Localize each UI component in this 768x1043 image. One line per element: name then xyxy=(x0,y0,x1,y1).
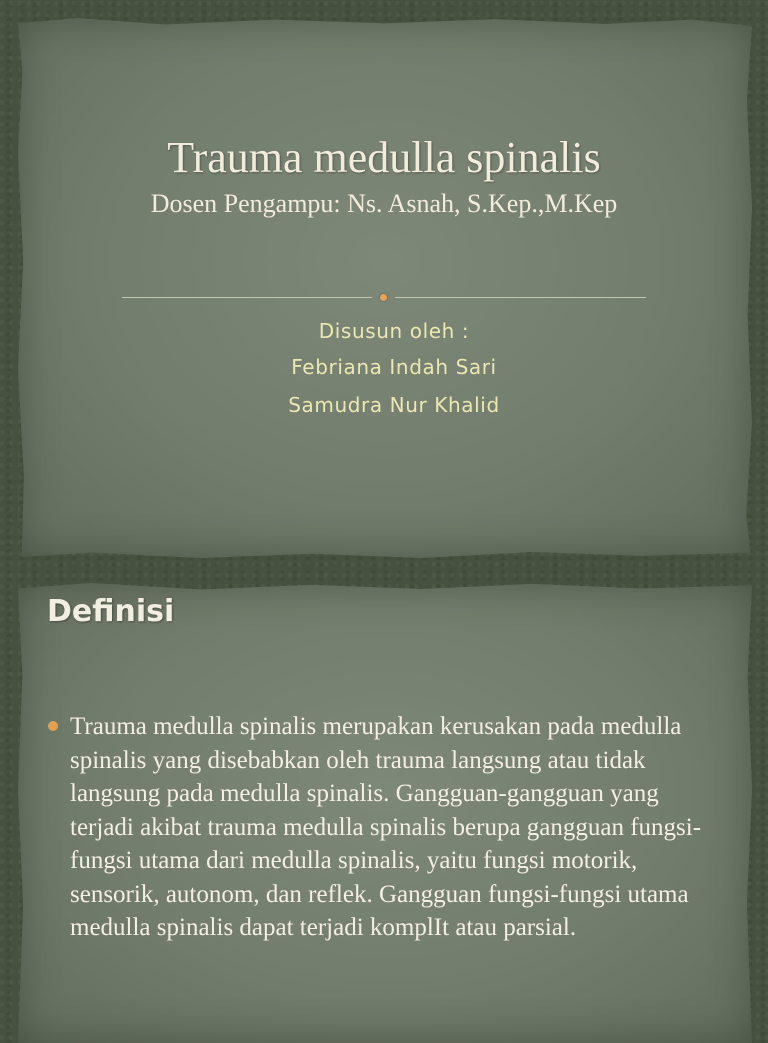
section-heading: Definisi xyxy=(47,594,175,629)
bullet-text: Trauma medulla spinalis merupakan kerusakan pada medulla spinalis yang disebabkan oleh trauma langsung atau tidak langsung pada medulla spinalis. Gangguan-gangguan yang terjadi akibat trauma medulla spinalis berupa gangguan fungsi-fungsi utama dari medulla spinalis, yaitu fungsi motorik, sensorik, autonom, dan reflek. Gangguan fungsi-fungsi utama medulla spinalis dapat terjadi komplIt atau parsial. xyxy=(70,713,702,941)
title-slide xyxy=(18,18,752,558)
authors-label: Disusun oleh : xyxy=(318,319,470,343)
title-divider xyxy=(122,296,646,299)
slide-title: Trauma medulla spinalis xyxy=(167,133,601,182)
slide-subtitle: Dosen Pengampu: Ns. Asnah, S.Kep.,M.Kep xyxy=(150,189,618,218)
author-name: Samudra Nur Khalid xyxy=(288,393,500,417)
divider-dot xyxy=(380,294,387,301)
author-name: Febriana Indah Sari xyxy=(291,355,497,379)
bullet-marker-icon xyxy=(48,721,58,731)
